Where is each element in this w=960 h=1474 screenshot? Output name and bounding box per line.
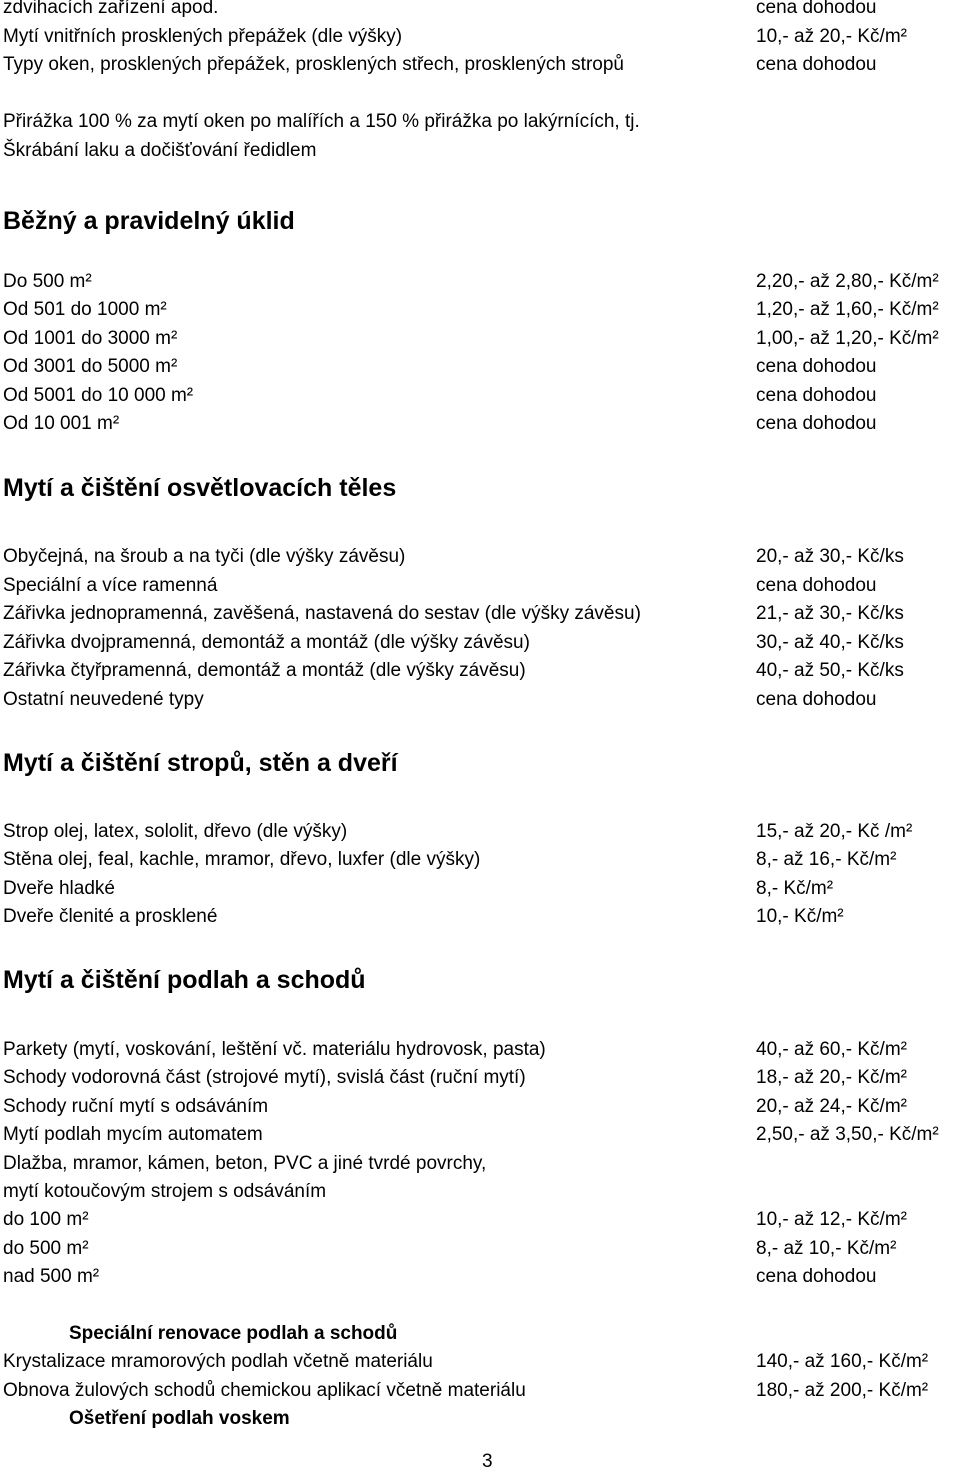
price-row-price: 30,- až 40,- Kč/ks (756, 632, 904, 653)
price-row-text: Do 500 m² (3, 271, 92, 292)
price-row-text: Od 10 001 m² (3, 413, 120, 434)
price-row-text: Zářivka čtyřpramenná, demontáž a montáž (dle výšky závěsu) (3, 660, 526, 681)
price-row-text: Zářivka dvojpramenná, demontáž a montáž (dle výšky závěsu) (3, 632, 530, 653)
price-row-price: cena dohodou (756, 689, 877, 710)
price-row-text: Parkety (mytí, voskování, leštění vč. materiálu hydrovosk, pasta) (3, 1039, 546, 1060)
price-row-text: Obnova žulových schodů chemickou aplikací včetně materiálu (3, 1380, 526, 1401)
price-row-price: cena dohodou (756, 413, 877, 434)
price-row-text: Schody ruční mytí s odsáváním (3, 1096, 269, 1117)
price-row-price: 20,- až 24,- Kč/m² (756, 1096, 907, 1117)
price-row-price: cena dohodou (756, 356, 877, 377)
price-row-price: 21,- až 30,- Kč/ks (756, 603, 904, 624)
intro-item-price: 10,- až 20,- Kč/m² (756, 26, 907, 47)
price-row-price: 2,20,- až 2,80,- Kč/m² (756, 271, 939, 292)
price-row-price: 8,- Kč/m² (756, 878, 834, 899)
price-row-text: nad 500 m² (3, 1266, 100, 1287)
section-title-floors-stairs: Mytí a čištění podlah a schodů (3, 966, 366, 994)
price-row-text: mytí kotoučovým strojem s odsáváním (3, 1181, 327, 1202)
price-row-text: Mytí podlah mycím automatem (3, 1124, 263, 1145)
price-row-price: cena dohodou (756, 385, 877, 406)
price-row-price: 1,20,- až 1,60,- Kč/m² (756, 299, 939, 320)
intro-item-text: Typy oken, prosklených přepážek, prosklených střech, prosklených stropů (3, 54, 624, 75)
price-row-text: Od 3001 do 5000 m² (3, 356, 178, 377)
price-row-price: 8,- až 16,- Kč/m² (756, 849, 897, 870)
intro-item-price: cena dohodou (756, 0, 877, 18)
page-number: 3 (482, 1451, 493, 1472)
price-row-text: Ostatní neuvedené typy (3, 689, 204, 710)
section-title-regular-cleaning: Běžný a pravidelný úklid (3, 207, 295, 235)
price-row-price: 20,- až 30,- Kč/ks (756, 546, 904, 567)
price-row-text: Speciální a více ramenná (3, 575, 218, 596)
intro-item-text: Mytí vnitřních prosklených přepážek (dle výšky) (3, 26, 403, 47)
price-row-text: Krystalizace mramorových podlah včetně materiálu (3, 1351, 433, 1372)
price-row-price: 10,- až 12,- Kč/m² (756, 1209, 907, 1230)
price-row-text: do 500 m² (3, 1238, 89, 1259)
price-row-text: do 100 m² (3, 1209, 89, 1230)
price-row-text: Stěna olej, feal, kachle, mramor, dřevo, luxfer (dle výšky) (3, 849, 481, 870)
price-row-price: 140,- až 160,- Kč/m² (756, 1351, 929, 1372)
price-row-price: 40,- až 50,- Kč/ks (756, 660, 904, 681)
price-row-text: Dveře členité a prosklené (3, 906, 218, 927)
section-title-ceilings-walls-doors: Mytí a čištění stropů, stěn a dveří (3, 749, 398, 777)
price-row-text: Dveře hladké (3, 878, 115, 899)
price-row-text: Od 501 do 1000 m² (3, 299, 167, 320)
price-row-text: Zářivka jednopramenná, zavěšená, nastavená do sestav (dle výšky závěsu) (3, 603, 641, 624)
price-row-price: 180,- až 200,- Kč/m² (756, 1380, 929, 1401)
price-row-price: 18,- až 20,- Kč/m² (756, 1067, 907, 1088)
price-row-text: Schody vodorovná část (strojové mytí), svislá část (ruční mytí) (3, 1067, 526, 1088)
price-row-text: Od 5001 do 10 000 m² (3, 385, 194, 406)
surcharge-note: Škrábání laku a dočišťování ředidlem (3, 140, 317, 161)
price-row-price: 10,- Kč/m² (756, 906, 844, 927)
price-row-text: Obyčejná, na šroub a na tyči (dle výšky závěsu) (3, 546, 406, 567)
price-row-price: 1,00,- až 1,20,- Kč/m² (756, 328, 939, 349)
price-row-price: cena dohodou (756, 1266, 877, 1287)
intro-item-price: cena dohodou (756, 54, 877, 75)
price-row-price: 2,50,- až 3,50,- Kč/m² (756, 1124, 939, 1145)
intro-item-text: zdvihacích zařízení apod. (3, 0, 219, 18)
surcharge-note: Přirážka 100 % za mytí oken po malířích a 150 % přirážka po lakýrnících, tj. (3, 111, 640, 132)
price-row-price: 8,- až 10,- Kč/m² (756, 1238, 897, 1259)
section-title-lighting: Mytí a čištění osvětlovacích těles (3, 474, 397, 502)
price-row-text: Strop olej, latex, sololit, dřevo (dle výšky) (3, 821, 348, 842)
price-row-price: 40,- až 60,- Kč/m² (756, 1039, 907, 1060)
subsection-title-wax-treatment: Ošetření podlah voskem (69, 1408, 290, 1429)
price-row-text: Od 1001 do 3000 m² (3, 328, 178, 349)
price-row-price: 15,- až 20,- Kč /m² (756, 821, 913, 842)
price-row-text: Dlažba, mramor, kámen, beton, PVC a jiné tvrdé povrchy, (3, 1153, 487, 1174)
subsection-title-special-renovation: Speciální renovace podlah a schodů (69, 1323, 398, 1344)
price-row-price: cena dohodou (756, 575, 877, 596)
